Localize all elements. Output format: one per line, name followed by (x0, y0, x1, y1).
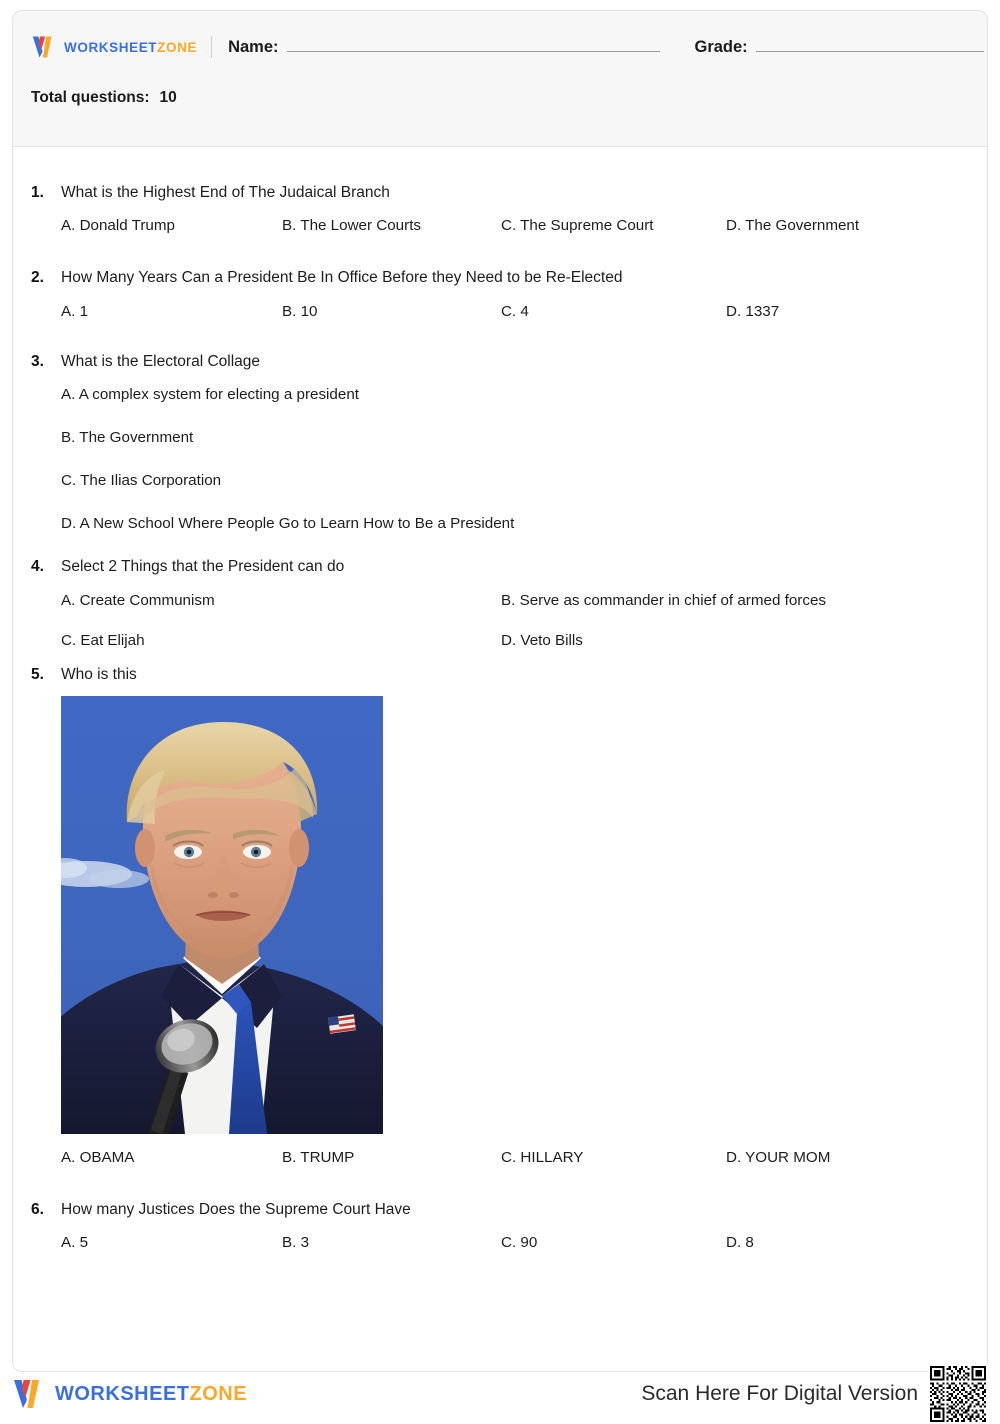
worksheet-zone-logo-icon (31, 35, 57, 59)
worksheet-page (12, 10, 988, 1372)
question-3-option-c[interactable]: C. The Ilias Corporation (61, 472, 222, 490)
question-4-option-b[interactable]: B. Serve as commander in chief of armed forces (501, 591, 826, 609)
question-4-number: 4. (31, 558, 44, 576)
worksheet-zone-logo-icon (12, 1378, 46, 1410)
question-5-option-a[interactable]: A. OBAMA (61, 1148, 135, 1166)
question-6 (31, 1200, 969, 1259)
question-4-options (31, 591, 969, 657)
question-5-text: Who is this (61, 665, 137, 683)
question-4-option-d[interactable]: D. Veto Bills (501, 631, 583, 649)
question-6-head (31, 1200, 969, 1219)
page-footer (0, 1374, 1000, 1414)
question-1-option-c[interactable]: C. The Supreme Court (501, 217, 654, 235)
question-5-number: 5. (31, 665, 44, 683)
question-6-text: How many Justices Does the Supreme Court Have (61, 1200, 411, 1218)
question-6-option-a[interactable]: A. 5 (61, 1234, 89, 1252)
questions-container (13, 147, 987, 1259)
question-2-option-a[interactable]: A. 1 (61, 302, 89, 320)
question-6-option-d[interactable]: D. 8 (726, 1234, 754, 1252)
footer-brand-logo-text (55, 1383, 247, 1406)
question-5-option-c[interactable]: C. HILLARY (501, 1148, 584, 1166)
question-2-option-b[interactable]: B. 10 (282, 302, 318, 320)
question-3 (31, 352, 969, 533)
question-3-options (31, 385, 969, 533)
question-2-text: How Many Years Can a President Be In Office Before they Need to be Re-Elected (61, 269, 623, 287)
question-2 (31, 268, 969, 327)
brand-name-secondary: ZONE (157, 39, 198, 55)
name-label: Name: (228, 38, 279, 56)
question-5-options (31, 1148, 969, 1174)
footer-brand-name-primary: WORKSHEET (55, 1382, 190, 1405)
total-questions-value: 10 (159, 89, 177, 106)
name-input[interactable] (287, 37, 660, 52)
question-1-number: 1. (31, 184, 44, 201)
brand-logo (31, 35, 197, 59)
question-1-option-d[interactable]: D. The Government (726, 217, 860, 235)
question-4-option-a[interactable]: A. Create Communism (61, 591, 215, 609)
name-field (228, 37, 659, 57)
question-1 (31, 183, 969, 242)
question-4 (31, 557, 969, 656)
grade-field (695, 37, 984, 57)
question-5-option-d[interactable]: D. YOUR MOM (726, 1148, 831, 1166)
question-4-text: Select 2 Things that the President can do (61, 558, 345, 576)
brand-name-primary: WORKSHEET (64, 39, 158, 55)
grade-input[interactable] (756, 37, 984, 52)
question-1-options (31, 216, 969, 242)
footer-brand-logo (12, 1378, 247, 1410)
question-3-option-d[interactable]: D. A New School Where People Go to Learn How to Be a President (61, 515, 515, 533)
question-3-text: What is the Electoral Collage (61, 352, 261, 370)
question-5-option-b[interactable]: B. TRUMP (282, 1148, 355, 1166)
worksheet-header (13, 11, 987, 147)
question-2-option-c[interactable]: C. 4 (501, 302, 529, 320)
question-3-head (31, 352, 969, 371)
question-5-head (31, 665, 969, 684)
question-3-option-a[interactable]: A. A complex system for electing a president (61, 386, 359, 404)
total-questions-row (13, 63, 987, 107)
question-4-option-c[interactable]: C. Eat Elijah (61, 631, 145, 649)
question-1-head (31, 183, 969, 202)
question-6-options (31, 1233, 969, 1259)
question-6-number: 6. (31, 1200, 44, 1218)
footer-brand-name-secondary: ZONE (189, 1382, 248, 1405)
question-6-option-c[interactable]: C. 90 (501, 1234, 538, 1252)
total-questions-label: Total questions: (31, 89, 150, 106)
scan-here-text: Scan Here For Digital Version (641, 1382, 918, 1405)
question-1-text: What is the Highest End of The Judaical Branch (61, 184, 390, 201)
question-3-number: 3. (31, 352, 44, 370)
question-2-options (31, 302, 969, 328)
brand-logo-text (64, 40, 197, 55)
header-divider (211, 36, 212, 58)
question-4-head (31, 557, 969, 576)
question-2-number: 2. (31, 269, 44, 287)
question-5 (31, 665, 969, 1174)
question-1-option-a[interactable]: A. Donald Trump (61, 217, 175, 235)
grade-label: Grade: (694, 38, 748, 56)
question-6-option-b[interactable]: B. 3 (282, 1234, 310, 1252)
question-2-head (31, 268, 969, 287)
question-1-option-b[interactable]: B. The Lower Courts (282, 217, 422, 235)
header-identity-row (13, 11, 987, 63)
qr-code-icon[interactable] (928, 1364, 988, 1424)
question-5-photo (61, 696, 383, 1134)
donald-trump-portrait-image (61, 696, 383, 1134)
question-3-option-b[interactable]: B. The Government (61, 429, 194, 447)
question-2-option-d[interactable]: D. 1337 (726, 302, 780, 320)
